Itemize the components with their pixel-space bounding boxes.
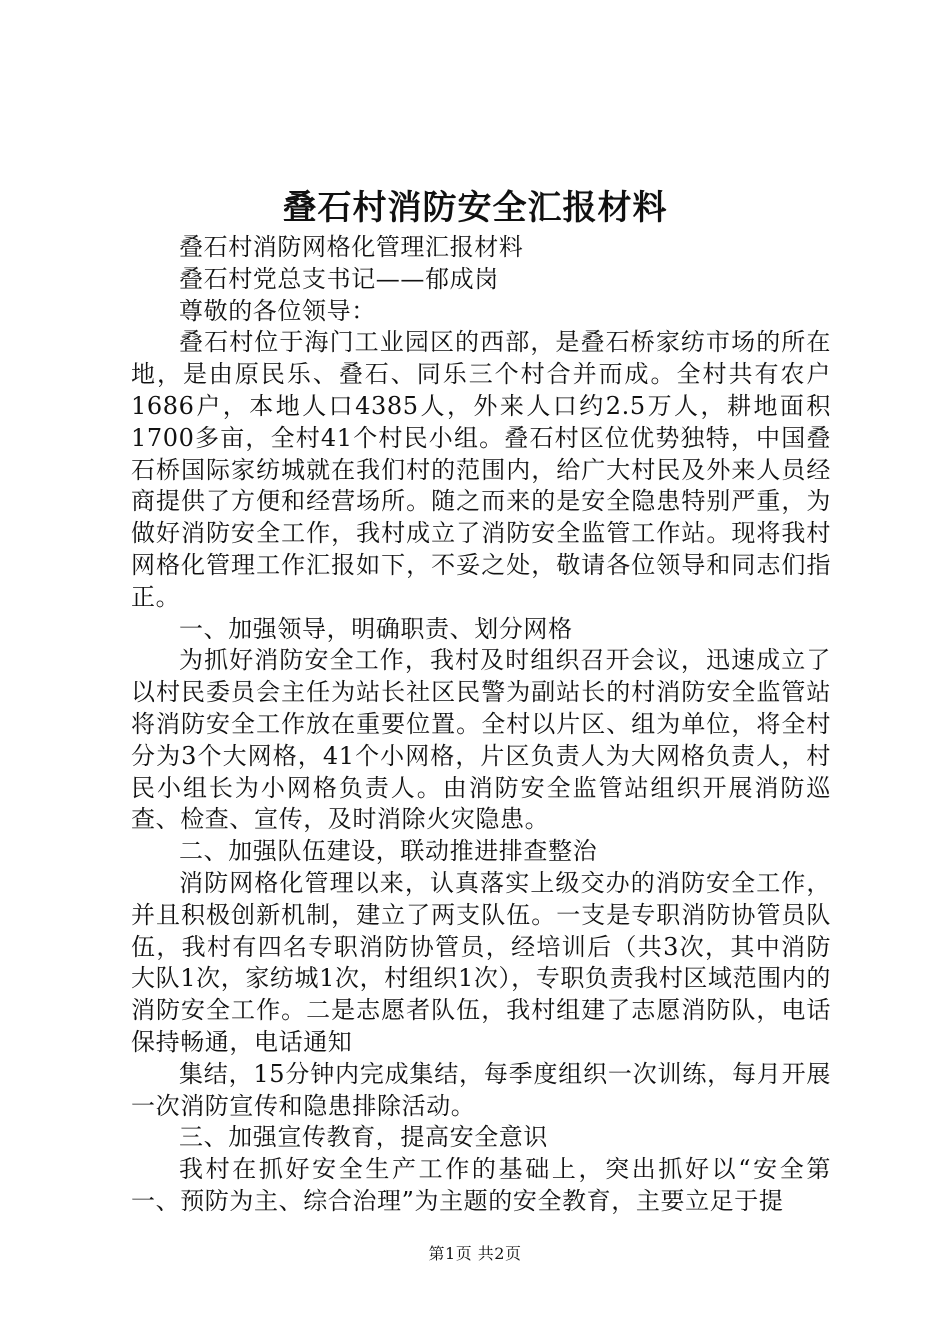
author-paragraph: 叠石村党总支书记——郁成岗 — [179, 264, 499, 293]
section-heading-2: 二、加强队伍建设，联动推进排查整治 — [179, 837, 598, 866]
section-3-paragraph: 我村在抓好安全生产工作的基础上，突出抓好以“安全第一、预防为主、综合治理”为主题的安全教育，主要立足于提 — [131, 1155, 831, 1215]
subtitle-paragraph: 叠石村消防网格化管理汇报材料 — [179, 233, 524, 261]
intro-paragraph: 叠石村位于海门工业园区的西部，是叠石桥家纺市场的所在地，是由原民乐、叠石、同乐三个村合并而成。全村共有农户1686户，本地人口4385人，外来人口约2.5万人，耕地面积1700多亩，全村41个村民小组。叠石村区位优势独特，中国叠石桥国际家纺城就在我们村的范围内，给广大村民及外来人员经商提供了方便和经营场所。随之而来的是安全隐患特别严重，为做好消防安全工作，我村成立了消防安全监管工作站。现将我村网格化管理工作汇报如下，不妥之处，敬请各位领导和同志们指正。 — [131, 328, 831, 611]
section-1-paragraph: 为抓好消防安全工作，我村及时组织召开会议，迅速成立了以村民委员会主任为站长社区民警为副站长的村消防安全监管站将消防安全工作放在重要位置。全村以片区、组为单位，将全村分为3个大网格，41个小网格，片区负责人为大网格负责人，村民小组长为小网格负责人。由消防安全监管站组织开展消防巡查、检查、宣传，及时消除火灾隐患。 — [131, 646, 831, 834]
salutation-paragraph: 尊敬的各位领导： — [179, 296, 376, 325]
document-title: 叠石村消防安全汇报材料 — [282, 188, 668, 228]
document-body — [131, 232, 831, 1218]
section-heading-3: 三、加强宣传教育，提高安全意识 — [179, 1123, 548, 1152]
section-heading-1: 一、加强领导，明确职责、划分网格 — [179, 614, 573, 643]
section-2-paragraph: 消防网格化管理以来，认真落实上级交办的消防安全工作，并且积极创新机制，建立了两支队伍。一支是专职消防协管员队伍，我村有四名专职消防协管员，经培训后（共3次，其中消防大队1次，家纺城1次，村组织1次），专职负责我村区域范围内的消防安全工作。二是志愿者队伍，我村组建了志愿消防队，电话保持畅通，电话通知 — [131, 868, 831, 1056]
page-number-footer: 第1页 共2页 — [428, 1244, 522, 1263]
section-2-continuation-paragraph: 集结，15分钟内完成集结，每季度组织一次训练，每月开展一次消防宣传和隐患排除活动。 — [131, 1059, 831, 1120]
